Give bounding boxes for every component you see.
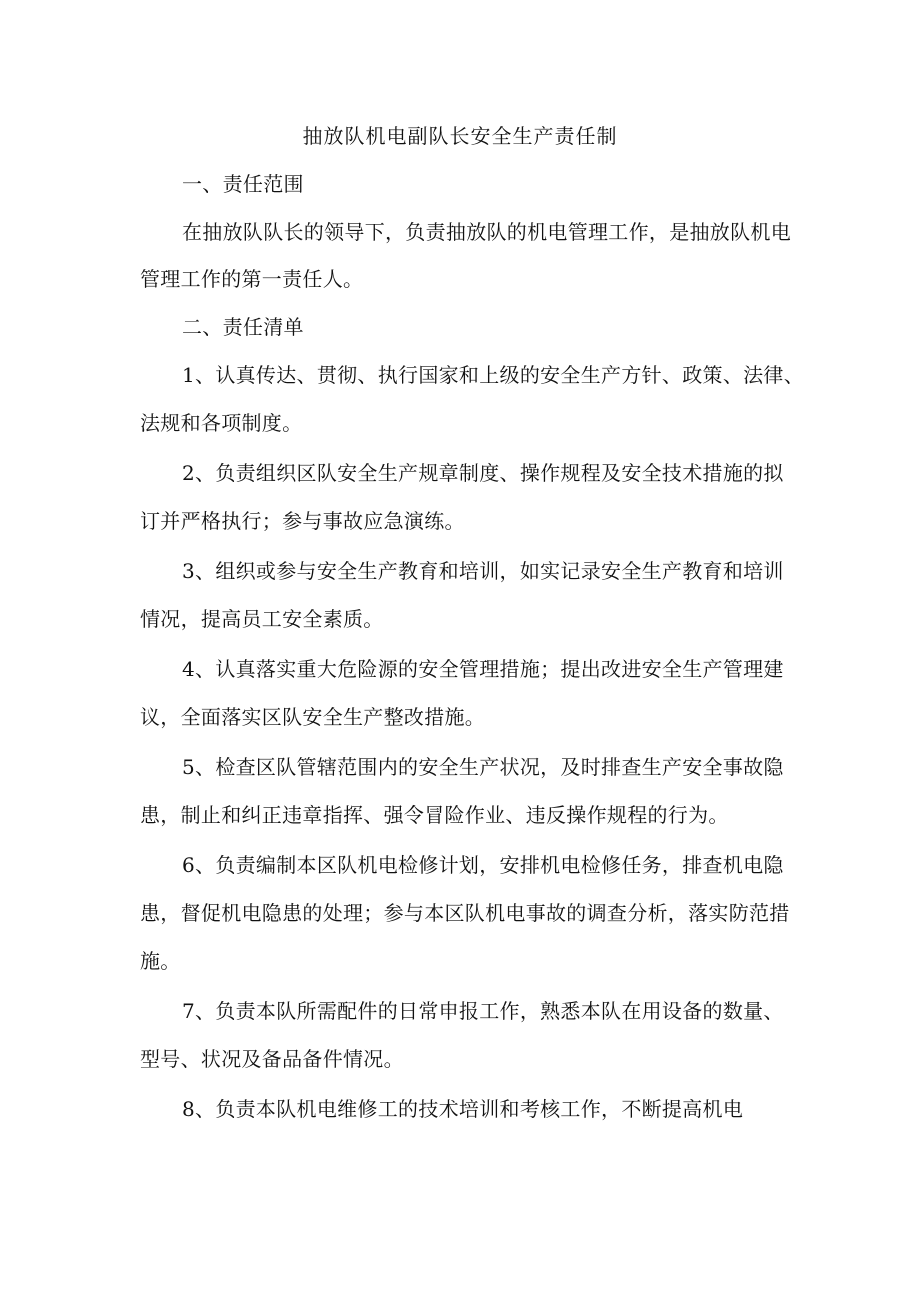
section-heading-list: 二、责任清单 [182, 315, 304, 339]
list-item-line: 3、组织或参与安全生产教育和培训，如实记录安全生产教育和培训 [182, 559, 784, 583]
scope-paragraph-line: 在抽放队队长的领导下，负责抽放队的机电管理工作，是抽放队机电 [182, 220, 791, 244]
list-item-line: 1、认真传达、贯彻、执行国家和上级的安全生产方针、政策、法律、 [182, 363, 805, 387]
list-item-line: 5、检查区队管辖范围内的安全生产状况，及时排查生产安全事故隐 [182, 755, 784, 779]
list-item-line: 患，督促机电隐患的处理；参与本区队机电事故的调查分析，落实防范措 [140, 901, 790, 925]
list-item-line: 患，制止和纠正违章指挥、强令冒险作业、违反操作规程的行为。 [140, 803, 729, 827]
document-title: 抽放队机电副队长安全生产责任制 [302, 124, 618, 148]
list-item-line: 法规和各项制度。 [140, 411, 303, 435]
list-item-line: 2、负责组织区队安全生产规章制度、操作规程及安全技术措施的拟 [182, 461, 784, 485]
list-item-line: 7、负责本队所需配件的日常申报工作，熟悉本队在用设备的数量、 [182, 999, 784, 1023]
list-item-line: 4、认真落实重大危险源的安全管理措施；提出改进安全生产管理建 [182, 657, 784, 681]
list-item-line: 6、负责编制本区队机电检修计划，安排机电检修任务，排查机电隐 [182, 853, 784, 877]
list-item-line: 型号、状况及备品备件情况。 [140, 1047, 404, 1071]
list-item-line: 施。 [140, 949, 181, 973]
list-item-line: 8、负责本队机电维修工的技术培训和考核工作，不断提高机电 [182, 1097, 744, 1121]
list-item-line: 情况，提高员工安全素质。 [140, 607, 384, 631]
scope-paragraph-line: 管理工作的第一责任人。 [140, 267, 364, 291]
list-item-line: 议，全面落实区队安全生产整改措施。 [140, 705, 486, 729]
section-heading-scope: 一、责任范围 [182, 172, 304, 196]
list-item-line: 订并严格执行；参与事故应急演练。 [140, 509, 465, 533]
